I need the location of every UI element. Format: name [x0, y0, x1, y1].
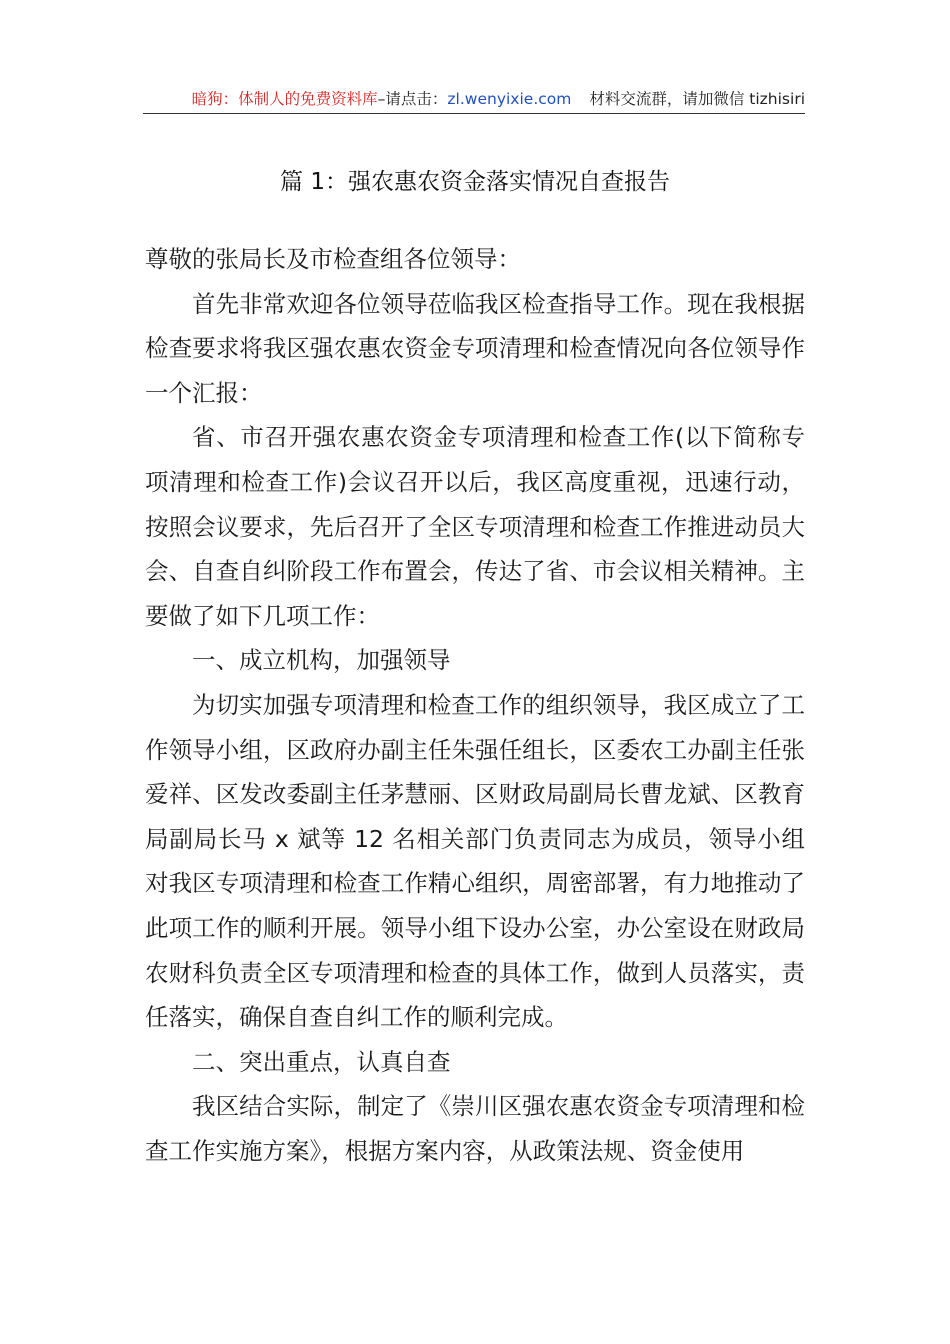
header-wechat-note: 材料交流群，请加微信 tizhisiri [589, 90, 805, 108]
section-heading-1: 一、成立机构，加强领导 [192, 646, 451, 675]
salutation: 尊敬的张局长及市检查组各位领导： [145, 245, 521, 273]
paragraph-background: 省、市召开强农惠农资金专项清理和检查工作(以下简称专项清理和检查工作)会议召开以后，我区高度重视，迅速行动，按照会议要求，先后召开了全区专项清理和检查工作推进动员大会、自查自纠阶段工作布置会，传达了省、市会议相关精神。主要做了如下几项工作： [145, 423, 805, 630]
paragraph-section-2: 我区结合实际，制定了《崇川区强农惠农资金专项清理和检查工作实施方案》，根据方案内容，从政策法规、资金使用 [145, 1092, 805, 1165]
document-body [145, 237, 805, 1173]
header-url-link[interactable]: zl.wenyixie.com [447, 90, 572, 108]
paragraph-intro: 首先非常欢迎各位领导莅临我区检查指导工作。现在我根据检查要求将我区强农惠农资金专项清理和检查情况向各位领导作一个汇报： [145, 289, 805, 407]
header-brand: 暗狗：体制人的免费资料库 [191, 90, 378, 108]
paragraph-section-1: 为切实加强专项清理和检查工作的组织领导，我区成立了工作领导小组，区政府办副主任朱强任组长，区委农工办副主任张爱祥、区发改委副主任茅慧丽、区财政局副局长曹龙斌、区教育局副局长马 x 斌等 12 名相关部门负责同志为成员，领导小组对我区专项清理和检查工作精心组织，周密部署，有力地推动了此项工作的顺利开展。领导小组下设办公室，办公室设在财政局农财科负责全区专项清理和检查的具体工作，做到人员落实，责任落实，确保自查自纠工作的顺利完成。 [145, 690, 805, 1032]
page-header [143, 86, 805, 112]
header-click-prefix: –请点击： [377, 90, 448, 108]
document-title: 篇 1：强农惠农资金落实情况自查报告 [280, 169, 670, 195]
header-divider [143, 113, 805, 114]
section-heading-2: 二、突出重点，认真自查 [192, 1047, 451, 1076]
